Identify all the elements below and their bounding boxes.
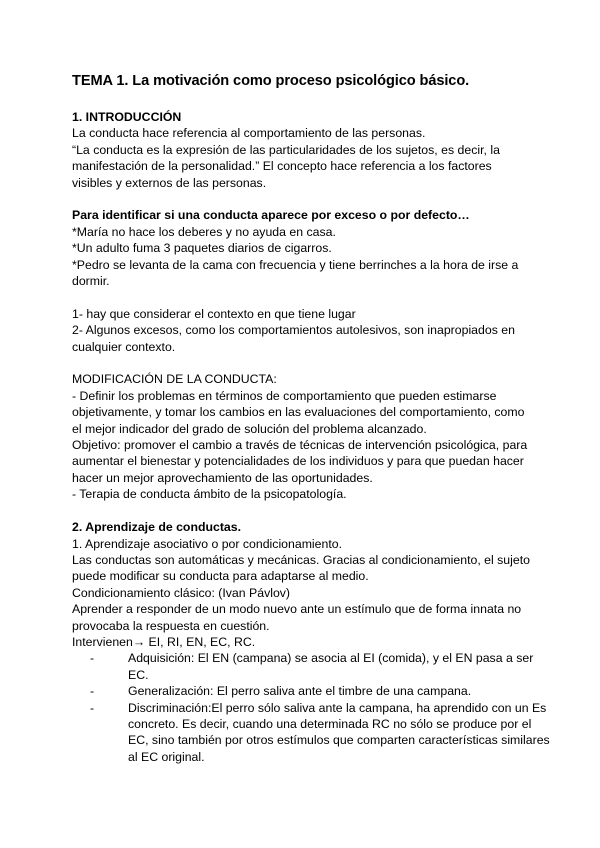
list-item-line: concreto. Es decir, cuando una determinada RC no sólo se produce por el bbox=[128, 716, 532, 731]
modification-heading: MODIFICACIÓN DE LA CONDUCTA: bbox=[72, 372, 277, 387]
intro-line: visibles y externos de las personas. bbox=[72, 175, 267, 190]
learning-line: Intervienen→ EI, RI, EN, EC, RC. bbox=[72, 634, 256, 649]
notes-line: cualquier contexto. bbox=[72, 339, 176, 354]
modification-line: aumentar el bienestar y potencialidades de los individuos y para que puedan hacer bbox=[72, 454, 524, 469]
learning-line: provocaba la respuesta en cuestión. bbox=[72, 618, 270, 633]
identify-heading: Para identificar si una conducta aparece por exceso o por defecto… bbox=[72, 208, 470, 223]
learning-heading: 2. Aprendizaje de conductas. bbox=[72, 520, 242, 535]
modification-line: objetivamente, y tomar los cambios en las evaluaciones del comportamiento, como bbox=[72, 405, 525, 420]
list-dash: - bbox=[90, 684, 95, 699]
modification-line: - Definir los problemas en términos de comportamiento que pueden estimarse bbox=[72, 388, 497, 403]
document-title: TEMA 1. La motivación como proceso psicológico básico. bbox=[72, 73, 470, 89]
list-item-line: EC. bbox=[128, 667, 149, 682]
identify-line: *María no hace los deberes y no ayuda en casa. bbox=[72, 224, 336, 239]
intro-line: La conducta hace referencia al comportamiento de las personas. bbox=[72, 126, 426, 141]
identify-line: dormir. bbox=[72, 274, 110, 289]
intro-heading: 1. INTRODUCCIÓN bbox=[72, 110, 182, 124]
modification-line: hacer un mejor aprovechamiento de las oportunidades. bbox=[72, 470, 373, 485]
learning-line: puede modificar su conducta para adaptarse al medio. bbox=[72, 569, 369, 584]
modification-line: el mejor indicador del grado de solución del problema alcanzado. bbox=[72, 421, 427, 436]
list-item-line: EC, sino también por otros estímulos que comparten características similares bbox=[128, 733, 550, 748]
learning-line: Aprender a responder de un modo nuevo ante un estímulo que de forma innata no bbox=[72, 602, 522, 617]
intro-line: “La conducta es la expresión de las particularidades de los sujetos, es decir, la bbox=[72, 142, 500, 157]
learning-line: 1. Aprendizaje asociativo o por condicionamiento. bbox=[72, 536, 343, 551]
notes-line: 2- Algunos excesos, como los comportamientos autolesivos, son inapropiados en bbox=[72, 323, 515, 338]
learning-line: Condicionamiento clásico: (Ivan Pávlov) bbox=[72, 585, 291, 600]
learning-line: Las conductas son automáticas y mecánicas. Gracias al condicionamiento, el sujeto bbox=[72, 552, 530, 567]
identify-line: *Un adulto fuma 3 paquetes diarios de cigarros. bbox=[72, 241, 332, 256]
list-dash: - bbox=[90, 700, 95, 715]
list-item-line: Discriminación:El perro sólo saliva ante la campana, ha aprendido con un Es bbox=[128, 700, 547, 715]
modification-line: - Terapia de conducta ámbito de la psicopatología. bbox=[72, 487, 347, 502]
intro-line: manifestación de la personalidad.” El concepto hace referencia a los factores bbox=[72, 159, 492, 174]
conditioning-list bbox=[72, 650, 550, 765]
list-item bbox=[90, 700, 550, 766]
list-item-line: Adquisición: El EN (campana) se asocia al EI (comida), y el EN pasa a ser bbox=[128, 651, 534, 666]
list-item bbox=[90, 650, 532, 683]
notes-line: 1- hay que considerar el contexto en que tiene lugar bbox=[72, 306, 356, 321]
list-item-line: Generalización: El perro saliva ante el timbre de una campana. bbox=[128, 684, 472, 699]
document-body bbox=[72, 109, 550, 765]
list-dash: - bbox=[90, 651, 95, 666]
list-item bbox=[90, 683, 532, 699]
modification-line: Objetivo: promover el cambio a través de técnicas de intervención psicológica, para bbox=[72, 438, 528, 453]
list-item-line: al EC original. bbox=[128, 749, 205, 764]
identify-line: *Pedro se levanta de la cama con frecuencia y tiene berrinches a la hora de irse a bbox=[72, 257, 519, 272]
